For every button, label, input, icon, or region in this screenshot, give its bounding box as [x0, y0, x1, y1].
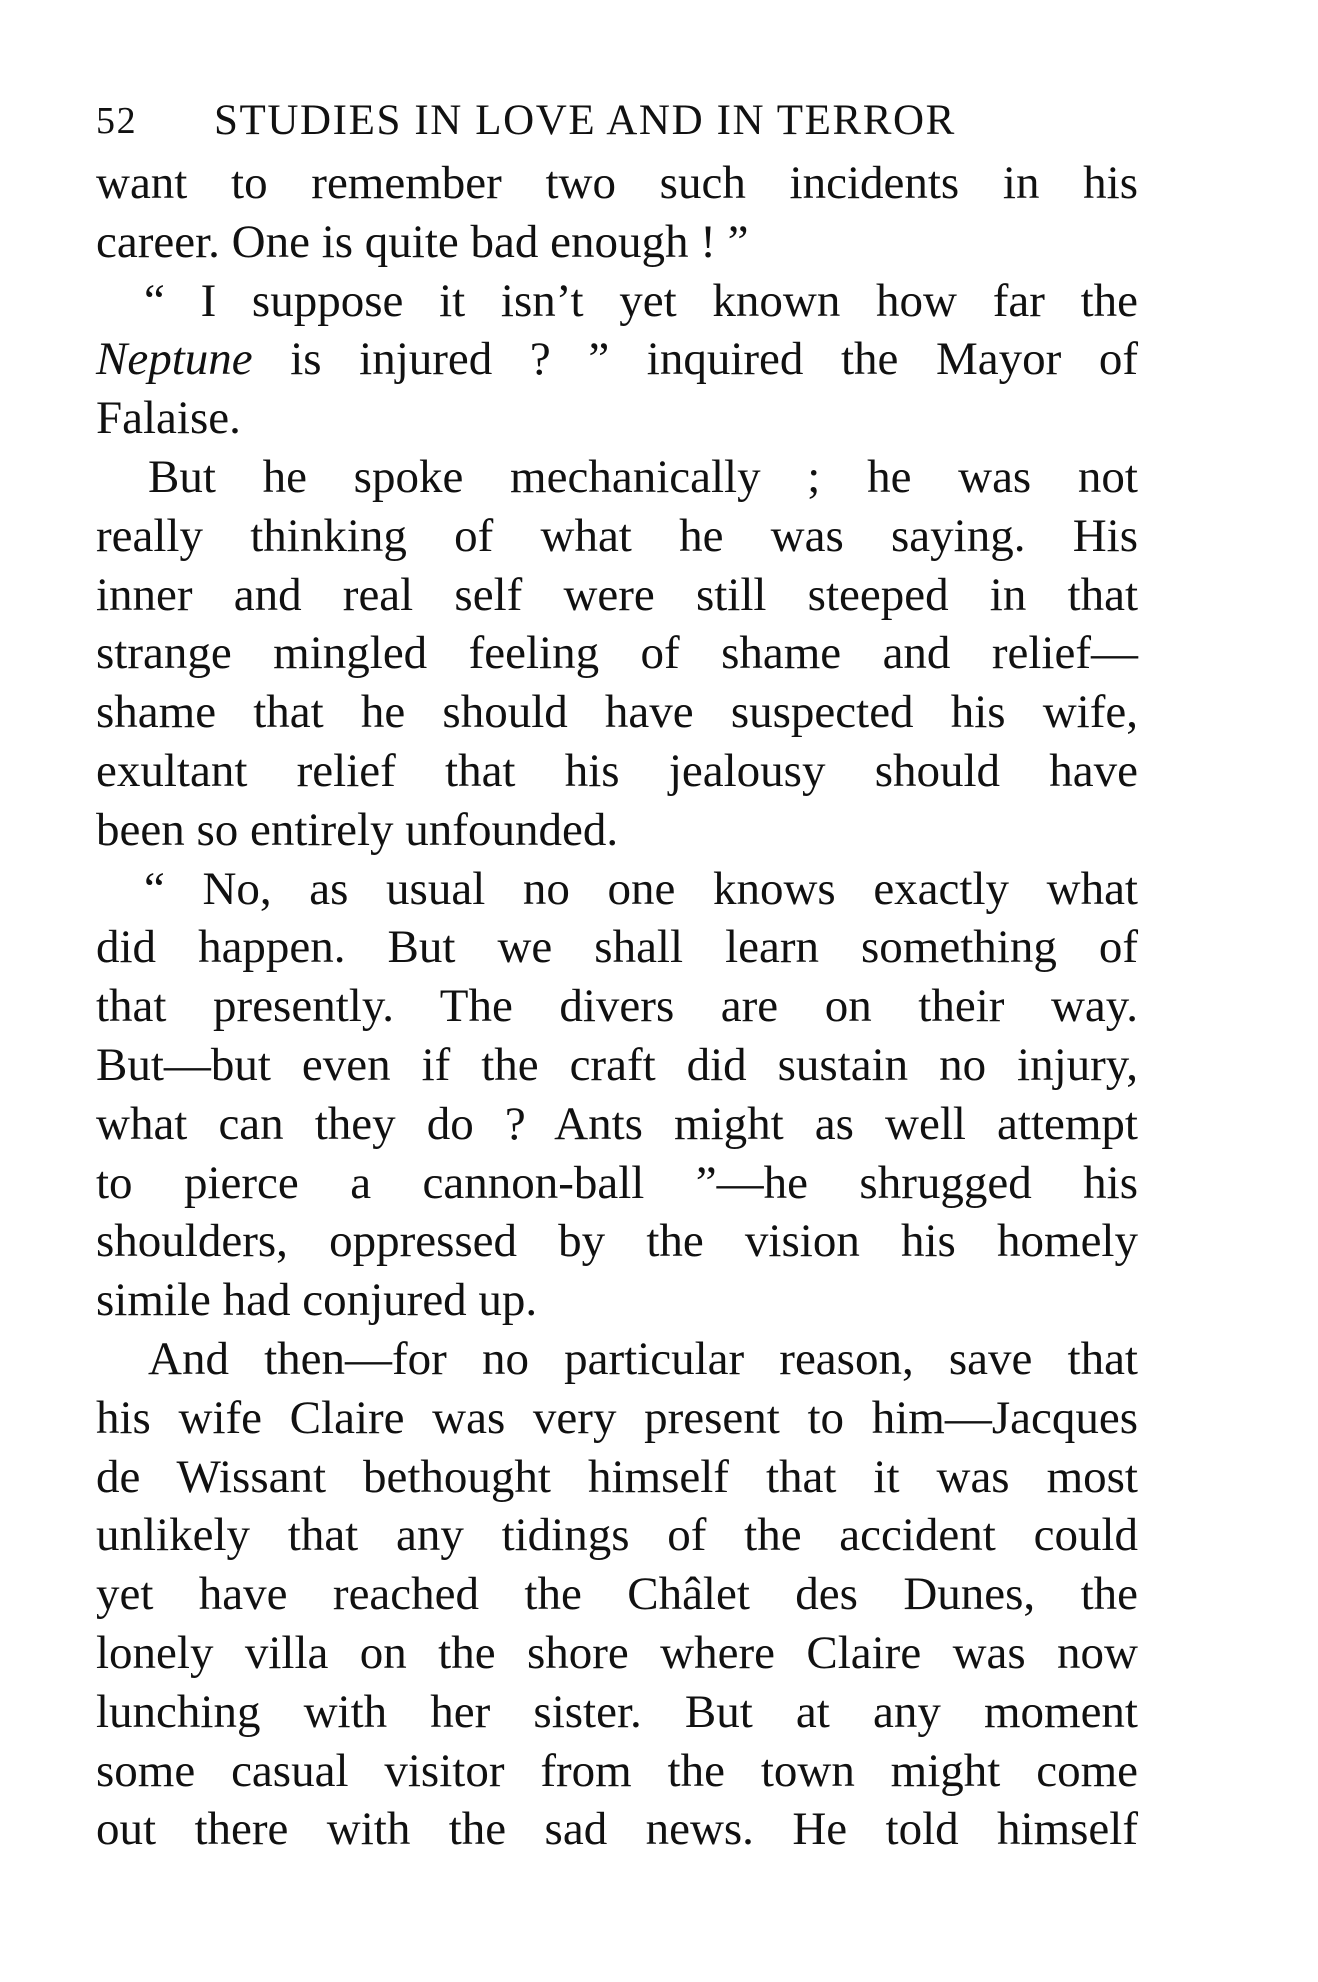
text-line: what can they do ? Ants might as well attempt [96, 1097, 1138, 1150]
text-line: simile had conjured up. [96, 1274, 538, 1327]
text-line: Falaise. [96, 392, 241, 445]
paragraph-5 [96, 1330, 1138, 1859]
text-line: to pierce a cannon-ball ”—he shrugged his [96, 1156, 1138, 1209]
text-line: “ I suppose it isn’t yet known how far the [144, 274, 1138, 327]
text-line: But—but even if the craft did sustain no injury, [96, 1038, 1138, 1091]
text-line: unlikely that any tidings of the accident could [96, 1509, 1138, 1562]
text-line: shoulders, oppressed by the vision his homely [96, 1215, 1138, 1268]
text-line: lunching with her sister. But at any moment [96, 1685, 1138, 1738]
text-line: out there with the sad news. He told himself [96, 1803, 1138, 1856]
running-title: STUDIES IN LOVE AND IN TERROR [214, 97, 956, 144]
text-line: been so entirely unfounded. [96, 803, 619, 856]
text-line: some casual visitor from the town might come [96, 1744, 1138, 1797]
book-page [96, 88, 1138, 1859]
paragraph-1 [96, 154, 1138, 272]
text-line: exultant relief that his jealousy should have [96, 744, 1138, 797]
paragraph-2 [96, 272, 1138, 448]
text-line [96, 330, 1138, 389]
text-line-rest: is injured ? ” inquired the Mayor of [290, 333, 1139, 386]
text-line: But he spoke mechanically ; he was not [148, 450, 1138, 503]
text-line: inner and real self were still steeped in that [96, 568, 1138, 621]
text-line: And then—for no particular reason, save that [148, 1332, 1138, 1385]
text-line: did happen. But we shall learn something of [96, 921, 1138, 974]
paragraph-4 [96, 860, 1138, 1330]
text-line: strange mingled feeling of shame and relief— [96, 627, 1138, 680]
text-line: de Wissant bethought himself that it was most [96, 1450, 1138, 1503]
running-head [96, 88, 1138, 154]
text-line: want to remember two such incidents in his [96, 157, 1138, 209]
page-number: 52 [96, 100, 138, 142]
ship-name: Neptune [96, 333, 253, 386]
text-line: his wife Claire was very present to him—Jacques [96, 1391, 1138, 1444]
text-line: that presently. The divers are on their way. [96, 980, 1138, 1033]
paragraph-3 [96, 448, 1138, 860]
text-line: shame that he should have suspected his wife, [96, 686, 1138, 739]
text-line: really thinking of what he was saying. His [96, 509, 1138, 562]
text-line: career. One is quite bad enough ! ” [96, 215, 749, 268]
text-line: “ No, as usual no one knows exactly what [144, 862, 1138, 915]
text-line: yet have reached the Châlet des Dunes, the [96, 1568, 1138, 1621]
text-line: lonely villa on the shore where Claire was now [96, 1626, 1138, 1679]
